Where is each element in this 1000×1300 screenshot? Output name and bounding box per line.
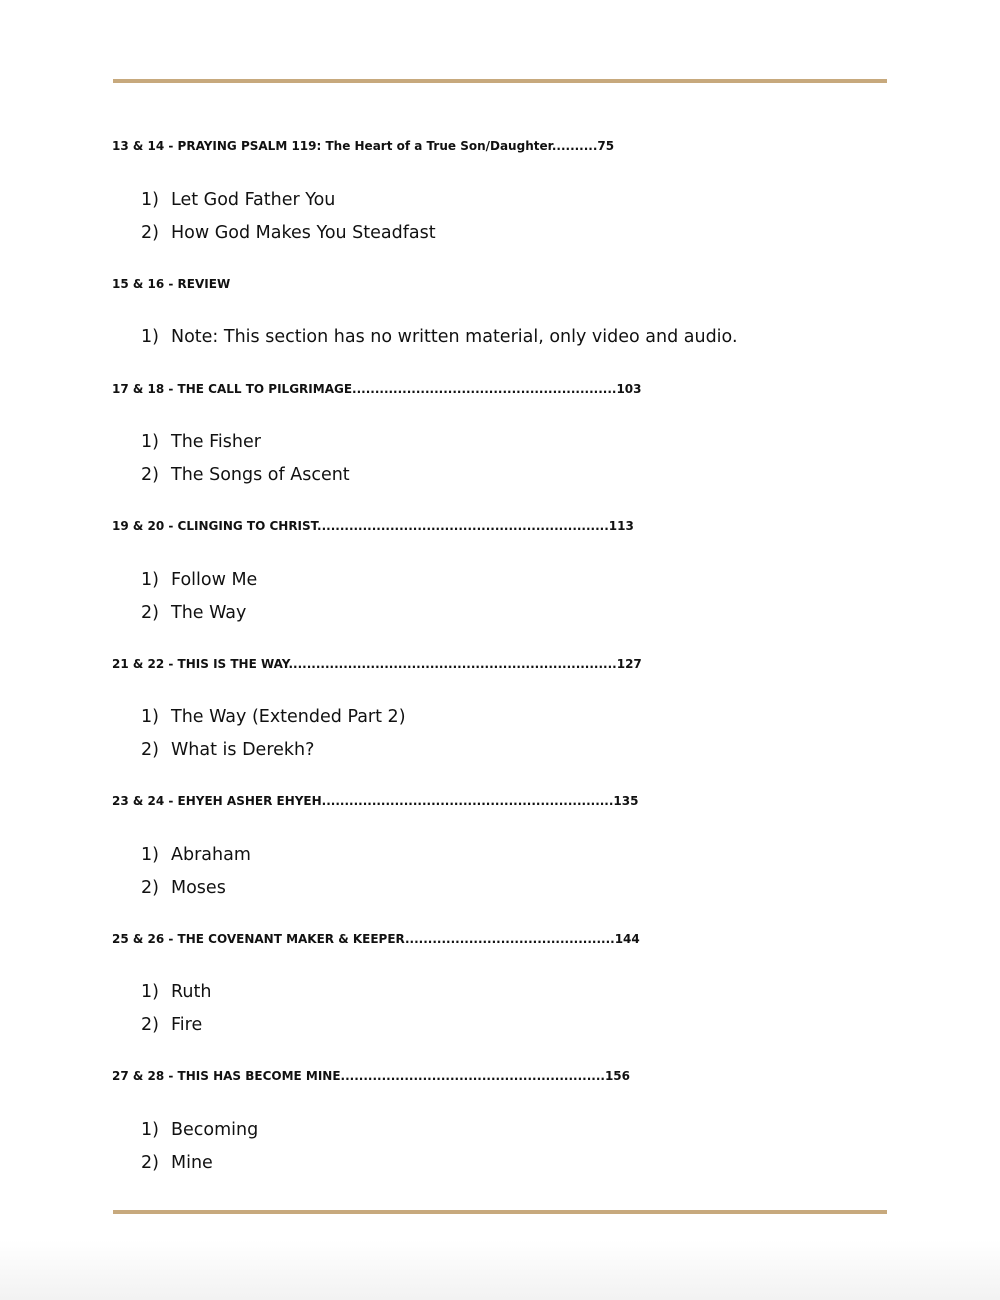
list-item <box>141 184 436 217</box>
section-heading <box>112 271 892 297</box>
item-label: Mine <box>171 1153 213 1173</box>
section-title: 25 & 26 - THE COVENANT MAKER & KEEPER <box>112 932 405 946</box>
item-number: 1) <box>141 432 159 452</box>
page-number: 144 <box>614 932 640 946</box>
item-number: 1) <box>141 982 159 1002</box>
page-number: 75 <box>597 139 615 153</box>
bottom-divider-rule <box>113 1210 887 1214</box>
list-item <box>141 1009 211 1042</box>
section-heading <box>112 133 892 159</box>
list-item <box>141 564 257 597</box>
subsection-list <box>141 701 406 767</box>
leader-dots: .......................................................... <box>352 382 617 396</box>
toc-section-27-28 <box>112 1063 892 1173</box>
list-item <box>141 872 251 905</box>
section-title: 13 & 14 - PRAYING PSALM 119: The Heart of a True Son/Daughter <box>112 139 552 153</box>
leader-dots: ................................................................ <box>321 794 614 808</box>
leader-dots: ................................................................ <box>317 519 609 533</box>
toc-section-17-18 <box>112 376 892 485</box>
leader-dots: .............................................. <box>405 932 615 946</box>
item-number: 1) <box>141 190 159 210</box>
toc-section-19-20 <box>112 513 892 623</box>
subsection-list <box>141 839 251 905</box>
item-label: Becoming <box>171 1120 259 1140</box>
list-item <box>141 701 406 734</box>
subsection-list <box>141 1114 258 1180</box>
subsection-list <box>141 976 211 1042</box>
item-number: 2) <box>141 1153 159 1173</box>
section-heading <box>112 651 892 677</box>
list-item <box>141 321 738 354</box>
item-label: The Songs of Ascent <box>171 465 350 485</box>
list-item <box>141 459 350 492</box>
item-number: 1) <box>141 327 159 347</box>
item-label: Note: This section has no written material, only video and audio. <box>171 327 738 347</box>
toc-section-21-22 <box>112 651 892 760</box>
item-label: The Fisher <box>171 432 261 452</box>
item-label: The Way (Extended Part 2) <box>171 707 406 727</box>
list-item <box>141 1114 258 1147</box>
item-number: 1) <box>141 707 159 727</box>
list-item <box>141 976 211 1009</box>
top-divider-rule <box>113 79 887 83</box>
item-label: Abraham <box>171 845 251 865</box>
toc-section-13-14 <box>112 133 892 243</box>
item-label: Ruth <box>171 982 212 1002</box>
subsection-list <box>141 184 436 250</box>
page-number: 156 <box>604 1069 631 1083</box>
list-item <box>141 597 257 630</box>
page-number: 103 <box>616 382 642 396</box>
section-title: 17 & 18 - THE CALL TO PILGRIMAGE <box>112 382 353 396</box>
leader-dots: .......... <box>551 139 598 153</box>
section-heading <box>112 513 892 539</box>
item-number: 2) <box>141 465 159 485</box>
subsection-list <box>141 321 738 354</box>
section-heading <box>112 788 892 814</box>
list-item <box>141 426 350 459</box>
page-bottom-shade <box>0 1240 1000 1300</box>
toc-section-23-24 <box>112 788 892 898</box>
item-label: Follow Me <box>171 570 258 590</box>
item-number: 1) <box>141 570 159 590</box>
page-number: 113 <box>608 519 634 533</box>
page-number: 135 <box>613 794 639 808</box>
item-label: How God Makes You Steadfast <box>171 223 436 243</box>
section-title: 19 & 20 - CLINGING TO CHRIST <box>112 519 318 533</box>
leader-dots: ........................................................................ <box>288 657 617 671</box>
section-title: 27 & 28 - THIS HAS BECOME MINE <box>112 1069 341 1083</box>
item-number: 1) <box>141 845 159 865</box>
item-number: 2) <box>141 740 159 760</box>
item-number: 2) <box>141 1015 159 1035</box>
item-label: The Way <box>171 603 247 623</box>
item-label: Moses <box>171 878 226 898</box>
list-item <box>141 734 406 767</box>
section-heading <box>112 376 892 402</box>
item-number: 2) <box>141 223 159 243</box>
item-number: 1) <box>141 1120 159 1140</box>
subsection-list <box>141 564 257 630</box>
toc-section-25-26 <box>112 926 892 1035</box>
section-title: 15 & 16 - REVIEW <box>112 277 231 291</box>
page-number: 127 <box>616 657 642 671</box>
list-item <box>141 1147 258 1180</box>
section-title: 21 & 22 - THIS IS THE WAY <box>112 657 289 671</box>
leader-dots: .......................................................... <box>340 1069 605 1083</box>
item-label: Fire <box>171 1015 203 1035</box>
section-title: 23 & 24 - EHYEH ASHER EHYEH <box>112 794 322 808</box>
item-number: 2) <box>141 603 159 623</box>
item-label: What is Derekh? <box>171 740 315 760</box>
subsection-list <box>141 426 350 492</box>
list-item <box>141 217 436 250</box>
list-item <box>141 839 251 872</box>
toc-section-15-16 <box>112 271 892 347</box>
item-number: 2) <box>141 878 159 898</box>
section-heading <box>112 926 892 952</box>
item-label: Let God Father You <box>171 190 336 210</box>
section-heading <box>112 1063 892 1089</box>
